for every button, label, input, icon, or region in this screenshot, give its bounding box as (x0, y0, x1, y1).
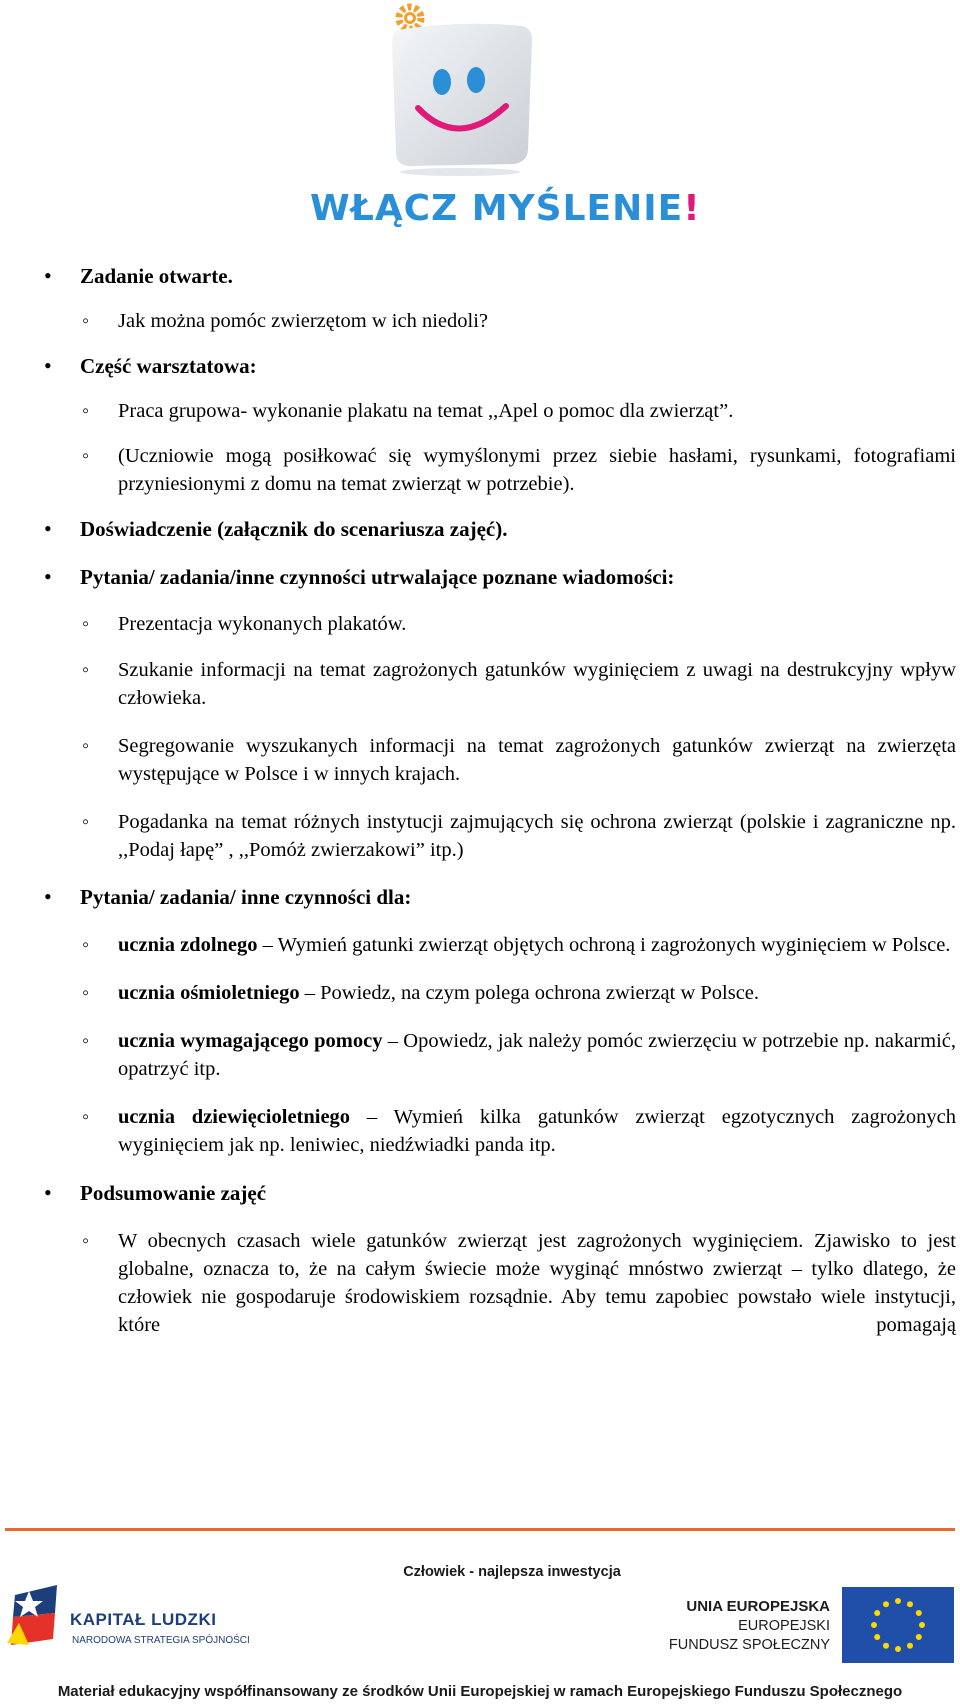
ue-line-3: FUNDUSZ SPOŁECZNY (668, 1637, 830, 1653)
subitem-segregowanie: ◦ Segregowanie wyszukanych informacji na temat zagrożonych gatunków zwierząt na zwierzęta występujące w Polsce i w innych krajach. (118, 732, 956, 788)
subitem-praca-grupowa: ◦ Praca grupowa- wykonanie plakatu na temat ,,Apel o pomoc dla zwierząt”. (118, 397, 956, 425)
item-pytania-utrwalajace: • Pytania/ zadania/inne czynności utrwalające poznane wiadomości: (80, 563, 880, 591)
item-podsumowanie: • Podsumowanie zajęć (80, 1179, 880, 1207)
ue-text-block (620, 1597, 830, 1655)
kapital-ludzki-subtitle: NARODOWA STRATEGIA SPÓJNOŚCI (72, 1635, 250, 1646)
subitem-szukanie: ◦ Szukanie informacji na temat zagrożonych gatunków wyginięciem z uwagi na destrukcyjny wpływ człowieka. (118, 656, 956, 712)
wlacz-myslenie-logo (310, 0, 701, 240)
footer-divider (5, 1528, 955, 1531)
item-zadanie-otwarte: • Zadanie otwarte. (80, 262, 880, 290)
subitem-prezentacja: ◦ Prezentacja wykonanych plakatów. (118, 610, 956, 638)
logo-text: WŁĄCZ MYŚLENIE! (310, 188, 701, 229)
subitem-pogadanka: ◦ Pogadanka na temat różnych instytucji zajmujących się ochrona zwierząt (polskie i zagraniczne np. ,,Podaj łapę” , ,,Pomóż zwierzakowi” itp.) (118, 808, 956, 864)
eu-flag-icon (842, 1587, 954, 1663)
footer-slogan: Człowiek - najlepsza inwestycja (403, 1564, 621, 1580)
item-doswiadczenie: • Doświadczenie (załącznik do scenariusza zajęć). (80, 515, 880, 543)
lesson-content (0, 262, 960, 1339)
footer-cofinancing-note: Materiał edukacyjny współfinansowany ze środków Unii Europejskiej w ramach Europejskiego Funduszu Społecznego (57, 1683, 903, 1700)
subitem-uczen-zdolny: ◦ ucznia zdolnego – Wymień gatunki zwierząt objętych ochroną i zagrożonych wyginięciem w Polsce. (118, 931, 956, 959)
subitem-uczen-osmioletni: ◦ ucznia ośmioletniego – Powiedz, na czym polega ochrona zwierząt w Polsce. (118, 979, 956, 1007)
subitem-jak-pomoc: ◦ Jak można pomóc zwierzętom w ich niedoli? (118, 307, 956, 335)
orange-gear-icon (399, 7, 421, 29)
ue-line-2: EUROPEJSKI (738, 1618, 830, 1634)
subitem-podsumowanie-text: ◦ W obecnych czasach wiele gatunków zwierząt jest zagrożonych wyginięciem. Zjawisko to jest globalne, oznacza to, że na całym świecie może wyginąć mnóstwo zwierząt – tylko dlatego, że człowiek nie gospodaruje środowiskiem rozsądnie. Aby temu zapobiec powstało wiele instytucji, które pomagają (118, 1227, 956, 1339)
ue-line-1: UNIA EUROPEJSKA (686, 1598, 830, 1615)
smiley-cube-icon (310, 0, 650, 190)
kapital-ludzki-title: KAPITAŁ LUDZKI (70, 1610, 217, 1629)
subitem-uczen-dziewiecioletni: ◦ ucznia dziewięcioletniego – Wymień kilka gatunków zwierząt egzotycznych zagrożonych wyginięciem jak np. leniwiec, niedźwiadki panda itp. (118, 1103, 956, 1159)
item-czesc-warsztatowa: • Część warsztatowa: (80, 352, 880, 380)
subitem-uczniowie: ◦ (Uczniowie mogą posiłkować się wymyślonymi przez siebie hasłami, rysunkami, fotografiami przyniesionymi z domu na temat zwierząt w potrzebie). (118, 442, 956, 498)
item-pytania-dla: • Pytania/ zadania/ inne czynności dla: (80, 883, 880, 911)
subitem-uczen-wymagajacy-pomocy: ◦ ucznia wymagającego pomocy – Opowiedz, jak należy pomóc zwierzęciu w potrzebie np. nakarmić, opatrzyć itp. (118, 1027, 956, 1083)
